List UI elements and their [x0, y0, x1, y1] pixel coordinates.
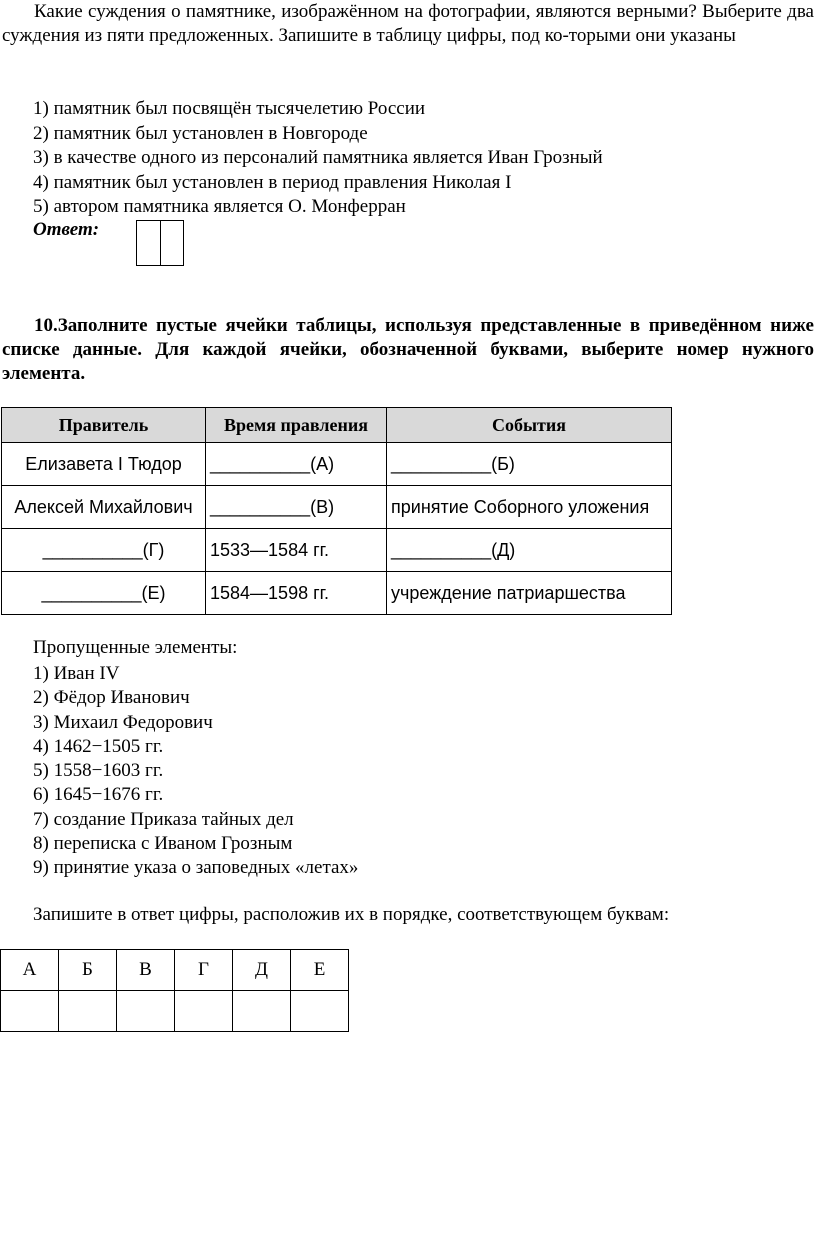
answer-box[interactable] [136, 220, 184, 266]
letter-cell: Е [291, 950, 349, 991]
answer-input-cell[interactable] [117, 991, 175, 1032]
table-cell: 1533—1584 гг. [206, 529, 387, 572]
letter-cell: В [117, 950, 175, 991]
option-item: 4) памятник был установлен в период правления Николая I [33, 171, 512, 193]
answer-input-cell[interactable] [175, 991, 233, 1032]
option-item: 3) в качестве одного из персоналий памятника является Иван Грозный [33, 147, 603, 168]
table-cell: __________(А) [206, 443, 387, 486]
rulers-table [1, 407, 672, 615]
list-item: 7) создание Приказа тайных дел [33, 808, 294, 830]
question-9-options [33, 97, 603, 220]
table-cell: __________(Б) [387, 443, 672, 486]
answer-input-cell[interactable] [1, 991, 59, 1032]
answer-input-cell[interactable] [59, 991, 117, 1032]
answer-input-cell[interactable] [233, 991, 291, 1032]
answer-letters-table [0, 949, 349, 1032]
header-reign-time: Время правления [206, 408, 387, 443]
list-item: 5) 1558−1603 гг. [33, 760, 164, 782]
table-cell: принятие Соборного уложения [387, 486, 672, 529]
table-cell: Елизавета I Тюдор [2, 443, 206, 486]
answer-instruction: Запишите в ответ цифры, расположив их в порядке, соответствующем буквам: [33, 904, 670, 925]
table-cell: __________(Г) [2, 529, 206, 572]
table-row [2, 486, 672, 529]
missing-elements-title: Пропущенные элементы: [33, 637, 238, 658]
table-cell: 1584—1598 гг. [206, 572, 387, 615]
table-row [2, 443, 672, 486]
answer-cell[interactable] [137, 221, 160, 265]
list-item: 9) принятие указа о заповедных «летах» [33, 857, 359, 879]
letter-cell: Д [233, 950, 291, 991]
option-item: 5) автором памятника является О. Монферран [33, 196, 406, 217]
table-cell: __________(Д) [387, 529, 672, 572]
letter-cell: А [1, 950, 59, 991]
option-item: 2) памятник был установлен в Новгороде [33, 122, 368, 144]
answer-cell[interactable] [160, 221, 184, 265]
letters-row [1, 950, 349, 991]
list-item: 3) Михаил Федорович [33, 711, 213, 733]
table-row [2, 529, 672, 572]
letter-cell: Г [175, 950, 233, 991]
table-cell: __________(Е) [2, 572, 206, 615]
list-item: 4) 1462−1505 гг. [33, 735, 164, 757]
table-cell: __________(В) [206, 486, 387, 529]
table-cell: Алексей Михайлович [2, 486, 206, 529]
list-item: 1) Иван IV [33, 663, 120, 684]
list-item: 6) 1645−1676 гг. [33, 784, 164, 806]
list-item: 8) переписка с Иваном Грозным [33, 833, 293, 855]
missing-elements-list [33, 662, 358, 881]
letter-cell: Б [59, 950, 117, 991]
answer-label: Ответ: [33, 219, 100, 240]
answer-row [1, 991, 349, 1032]
question-10-text: 10.Заполните пустые ячейки таблицы, используя представленные в приведённом ниже списке данные. Для каждой ячейки, обозначенной буквами, выберите номер нужного элемента. [2, 315, 814, 384]
table-header-row [2, 408, 672, 443]
option-item: 1) памятник был посвящён тысячелетию России [33, 98, 426, 119]
header-ruler: Правитель [2, 408, 206, 443]
table-row [2, 572, 672, 615]
answer-input-cell[interactable] [291, 991, 349, 1032]
header-events: События [387, 408, 672, 443]
table-cell: учреждение патриаршества [387, 572, 672, 615]
question-9-text: Какие суждения о памятнике, изображённом на фотографии, являются верными? Выберите два суждения из пяти предложенных. Запишите в таблицу цифры, под ко-торыми они указаны [2, 1, 814, 46]
list-item: 2) Фёдор Иванович [33, 687, 190, 709]
